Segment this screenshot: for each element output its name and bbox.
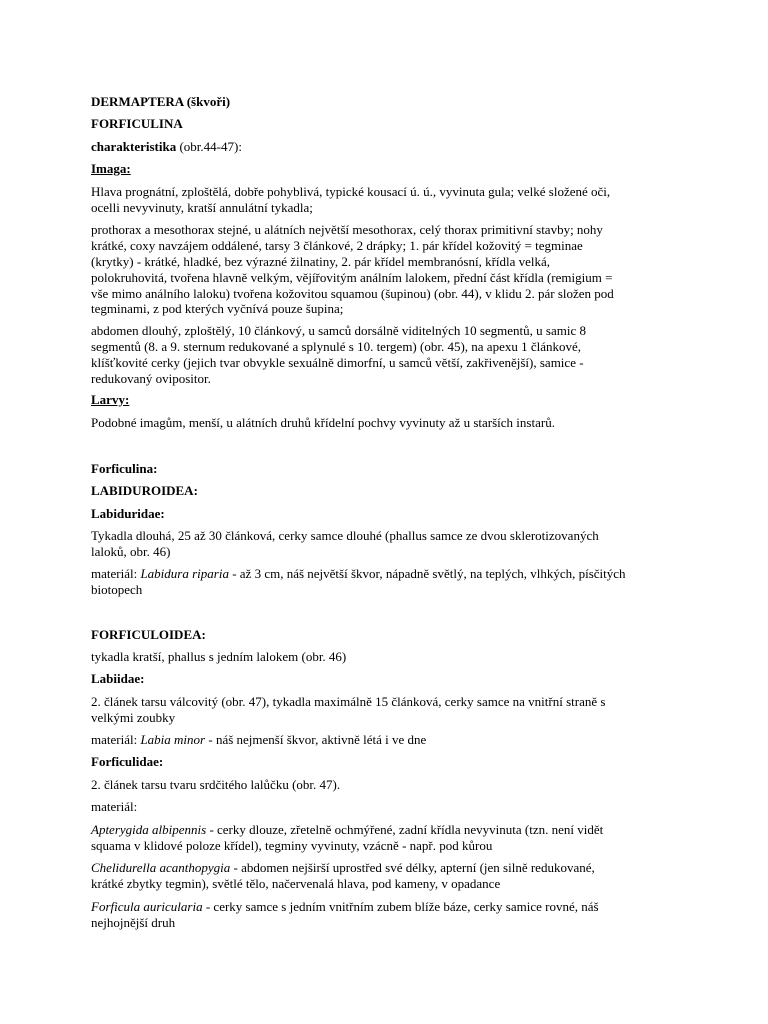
material-label: materiál: bbox=[91, 732, 141, 747]
species-apterygida-desc: - cerky dlouze, zřetelně ochmýřené, zadní křídla nevyvinuta (tzn. není vidět bbox=[206, 822, 604, 837]
imaga-p2-line5: vše mimo análního laloku) tvořena kožovitou squamou (šupinou) (obr. 44), v klidu 2. pár složen pod bbox=[91, 286, 614, 301]
species-chelidurella-desc: - abdomen nejširší uprostřed své délky, apterní (jen silně redukované, bbox=[230, 860, 595, 875]
forficuloidea-heading: FORFICULOIDEA: bbox=[91, 627, 206, 642]
species-forficula-auricularia: Forficula auricularia bbox=[91, 899, 203, 914]
labiduridae-line1: Tykadla dlouhá, 25 až 30 článková, cerky samce dlouhé (phallus samce ze dvou sklerotizovaných bbox=[91, 528, 599, 543]
imaga-p2-line3: (krytky) - krátké, hladké, bez výrazné žilnatiny, 2. pár křídel membranósní, křídla velká, bbox=[91, 254, 551, 269]
forficulidae-heading: Forficulidae: bbox=[91, 754, 164, 769]
species-apterygida-line2: squama v klidové poloze křídel), tegminy vyvinuty, vzácně - např. pod kůrou bbox=[91, 838, 493, 853]
material-labia-line bbox=[91, 732, 426, 747]
larvy-text: Podobné imagům, menší, u alátních druhů křídelní pochvy vyvinuty až u starších instarů. bbox=[91, 415, 555, 430]
characteristics-label: charakteristika bbox=[91, 139, 177, 154]
species-forficula-desc: - cerky samce s jedním vnitřním zubem blíže báze, cerky samice rovné, náš bbox=[202, 899, 599, 914]
imaga-p3-line4: redukovaný ovipositor. bbox=[91, 371, 211, 386]
species-chelidurella-line1 bbox=[91, 860, 595, 875]
species-forficula-line1 bbox=[91, 899, 599, 914]
imaga-p3-line3: klíšťkovité cerky (jejich tvar obvykle sexuálně dimorfní, u samců větší, zakřivenější), samice - bbox=[91, 355, 584, 370]
species-chelidurella-line2: krátké zbytky tegmin), světlé tělo, načervenalá hlava, pod kameny, v opadance bbox=[91, 876, 501, 891]
species-labia-minor: Labia minor bbox=[140, 732, 206, 747]
forficuloidea-text: tykadla kratší, phallus s jedním lalokem (obr. 46) bbox=[91, 649, 347, 664]
characteristics-ref: (obr.44-47): bbox=[176, 139, 242, 154]
species-apterygida-line1 bbox=[91, 822, 603, 837]
imaga-p2-line4: polokruhovitá, tvořena hlavně velkým, vějířovitým análním lalokem, přední část křídla (remigium = bbox=[91, 270, 613, 285]
labiduridae-heading: Labiduridae: bbox=[91, 506, 165, 521]
characteristics-line bbox=[91, 139, 242, 154]
labiidae-line2: velkými zoubky bbox=[91, 710, 176, 725]
imaga-p2-line1: prothorax a mesothorax stejné, u alátních největší mesothorax, celý thorax primitivní stavby; nohy bbox=[91, 222, 603, 237]
material-label: materiál: bbox=[91, 566, 141, 581]
forficulidae-text: 2. článek tarsu tvaru srdčitého lalůčku (obr. 47). bbox=[91, 777, 341, 792]
material-label-forficulidae: materiál: bbox=[91, 799, 138, 814]
labiduroidea-heading: LABIDUROIDEA: bbox=[91, 483, 198, 498]
labiidae-line1: 2. článek tarsu válcovitý (obr. 47), tykadla maximálně 15 článková, cerky samce na vnitřní straně s bbox=[91, 694, 606, 709]
imaga-p2-line6: tegminami, z pod kterých vyčnívá pouze šupina; bbox=[91, 301, 344, 316]
suborder-heading: FORFICULINA bbox=[91, 116, 183, 131]
material-labidura-line1 bbox=[91, 566, 626, 581]
material-labidura-desc: - až 3 cm, náš největší škvor, nápadně světlý, na teplých, vlhkých, písčitých bbox=[228, 566, 626, 581]
species-forficula-line2: nejhojnější druh bbox=[91, 915, 176, 930]
imaga-p2-line2: krátké, coxy navzájem oddálené, tarsy 3 článkové, 2 drápky; 1. pár křídel kožovitý = tegminae bbox=[91, 238, 583, 253]
species-apterygida-albipennis: Apterygida albipennis bbox=[91, 822, 207, 837]
imaga-p1-line2: ocelli nevyvinuty, kratší annulátní tykadla; bbox=[91, 200, 313, 215]
imaga-heading: Imaga: bbox=[91, 161, 131, 176]
species-labidura-riparia: Labidura riparia bbox=[140, 566, 229, 581]
imaga-p1-line1: Hlava prognátní, zploštělá, dobře pohyblivá, typické kousací ú. ú., vyvinuta gula; velké složené oči, bbox=[91, 184, 611, 199]
forficulina-heading: Forficulina: bbox=[91, 461, 158, 476]
material-labidura-line2: biotopech bbox=[91, 582, 143, 597]
material-labia-desc: - náš nejmenší škvor, aktivně létá i ve dne bbox=[205, 732, 427, 747]
document-title: DERMAPTERA (škvoři) bbox=[91, 94, 231, 109]
labiidae-heading: Labiidae: bbox=[91, 671, 145, 686]
species-chelidurella-acanthopygia: Chelidurella acanthopygia bbox=[91, 860, 231, 875]
imaga-p3-line1: abdomen dlouhý, zploštělý, 10 článkový, u samců dorsálně viditelných 10 segmentů, u samic 8 bbox=[91, 323, 586, 338]
larvy-heading: Larvy: bbox=[91, 392, 130, 407]
labiduridae-line2: laloků, obr. 46) bbox=[91, 544, 171, 559]
imaga-p3-line2: segmentů (8. a 9. sternum redukované a splynulé s 10. tergem) (obr. 45), na apexu 1 článkové, bbox=[91, 339, 582, 354]
